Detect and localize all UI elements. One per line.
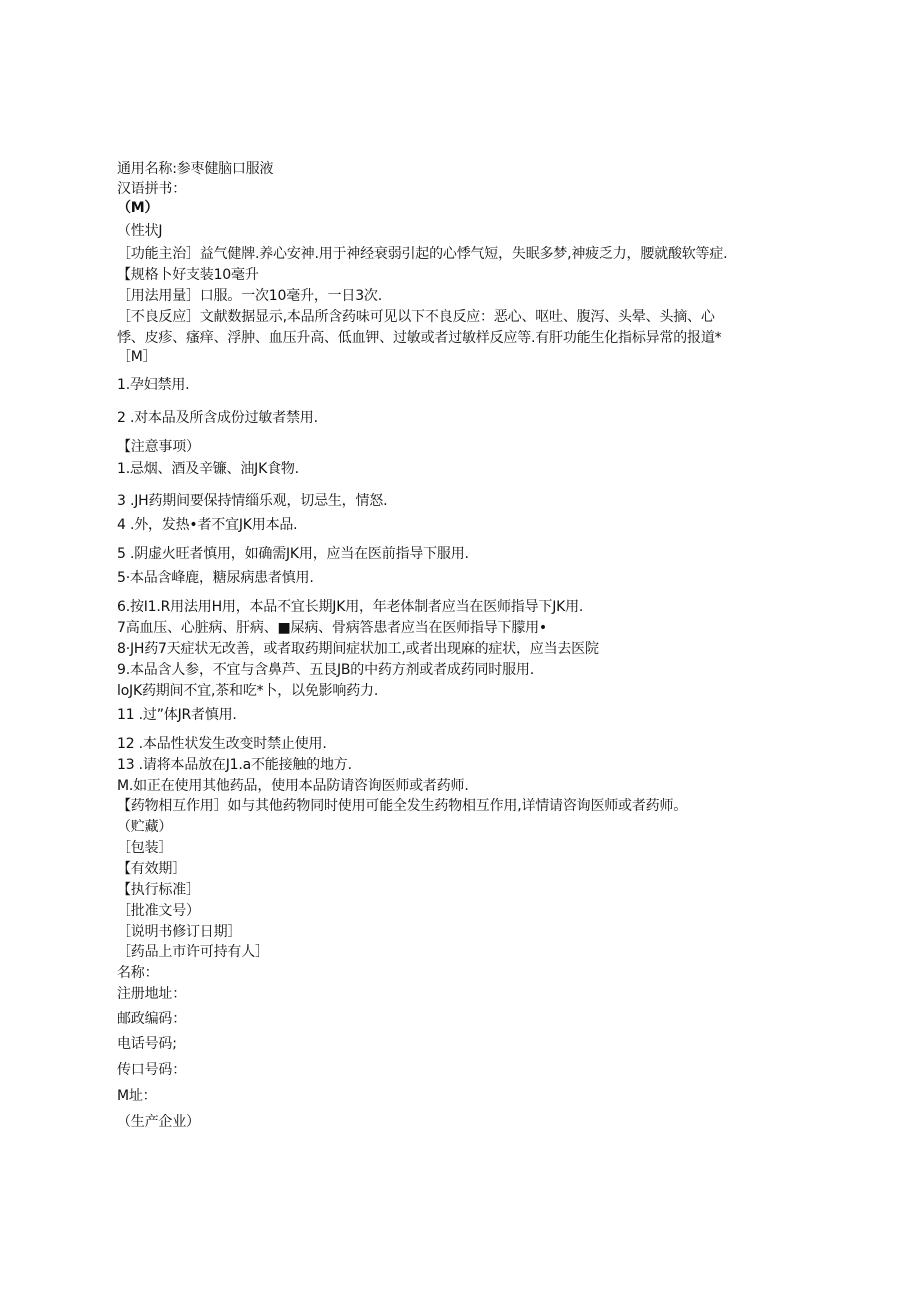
list-item: 1.忌烟、酒及辛镰、油JK食物.: [117, 461, 299, 477]
list-item: 13 .请将本品放在J1.a不能接触的地方.: [117, 757, 352, 773]
section-heading: ［M］: [117, 349, 157, 365]
section-heading: ［说明书修订日期］: [117, 924, 242, 940]
list-item: loJK药期间不宜,茶和吃*卜，以免影响药力.: [117, 683, 379, 699]
field-label: 传口号码：: [117, 1062, 186, 1078]
section-heading: ［批准文号）: [117, 903, 200, 919]
section-heading: （生产企业）: [117, 1114, 200, 1130]
list-item: 5 .阴虚火旺者慎用，如确需JK用，应当在医前指导下服用.: [117, 546, 469, 562]
field-label: M址：: [117, 1088, 157, 1104]
section-heading: （M）: [117, 200, 159, 216]
adverse-reactions-line: ［不良反应］文献数据显示,本品所含药味可见以下不良反应：恶心、呕吐、腹泻、头晕、头摘、心: [117, 309, 715, 325]
field-label: 注册地址：: [117, 986, 186, 1002]
list-item: 3 .JH药期间要保持情缁乐观，切忌生，情怒.: [117, 493, 388, 509]
list-item: 1.孕妇禁用.: [117, 377, 190, 393]
list-item: 9.本品含人参，不宜与含鼻芦、五艮JB的中药方剂或者成药同时服用.: [117, 662, 534, 678]
pinyin-line: 汉语拼书：: [117, 181, 186, 197]
list-item: 8·JH药7天症状无改善，或者取药期间症状加工,或者出现麻的症状，应当去医院: [117, 641, 599, 657]
list-item: 11 .过”体JR者慎用.: [117, 707, 237, 723]
adverse-reactions-line-cont: 悸、皮疹、瘙痒、浮肿、血压升高、低血钾、过敏或者过敏样反应等.有肝功能生化指标异常的报道*: [117, 330, 722, 346]
field-label: 名称：: [117, 965, 159, 981]
list-item: 4 .外，发热•者不宜JK用本品.: [117, 517, 298, 533]
section-heading: 【执行标准］: [117, 882, 200, 898]
field-label: 邮政编码：: [117, 1011, 186, 1027]
section-heading: （贮藏）: [117, 819, 173, 835]
section-heading: ［包装］: [117, 840, 173, 856]
specification-line: 【规格卜好支装10毫升: [117, 267, 259, 283]
list-item: 12 .本品性状发生改变时禁止使用.: [117, 736, 327, 752]
generic-name-line: 通用名称:参枣健脑口服液: [117, 161, 274, 177]
list-item: 7高血压、心脏病、肝病、■屎病、骨病答患者应当在医师指导下朦用•: [117, 620, 547, 636]
list-item: 6.按I1.R用法用H用，本品不宜长期JK用，年老体制者应当在医师指导下JK用.: [117, 599, 584, 615]
list-item: 2 .对本品及所含成份过敏者禁用.: [117, 410, 318, 426]
section-heading: 【注意事项）: [117, 439, 200, 455]
interactions-line: 【药物相互作用］如与其他药物同时使用可能全发生药物相互作用,详情请咨询医师或者药师。: [117, 798, 688, 814]
section-heading: 【有效期］: [117, 861, 186, 877]
dosage-line: ［用法用量］口服。一次10毫升，一日3次.: [117, 288, 382, 304]
section-heading: ［药品上市许可持有人］: [117, 944, 269, 960]
list-item: 5·本品含峰鹿，糖尿病患者慎用.: [117, 570, 314, 586]
field-label: 电话号码;: [117, 1036, 177, 1052]
indications-line: ［功能主治］益气健牌.养心安神.用于神经衰弱引起的心悸气短，失眠多梦,神疲乏力，腰就酸软等症.: [117, 246, 728, 262]
list-item: M.如正在使用其他药品，使用本品防请咨询医师或者药师.: [117, 778, 469, 794]
section-heading: （性状J: [117, 223, 163, 239]
